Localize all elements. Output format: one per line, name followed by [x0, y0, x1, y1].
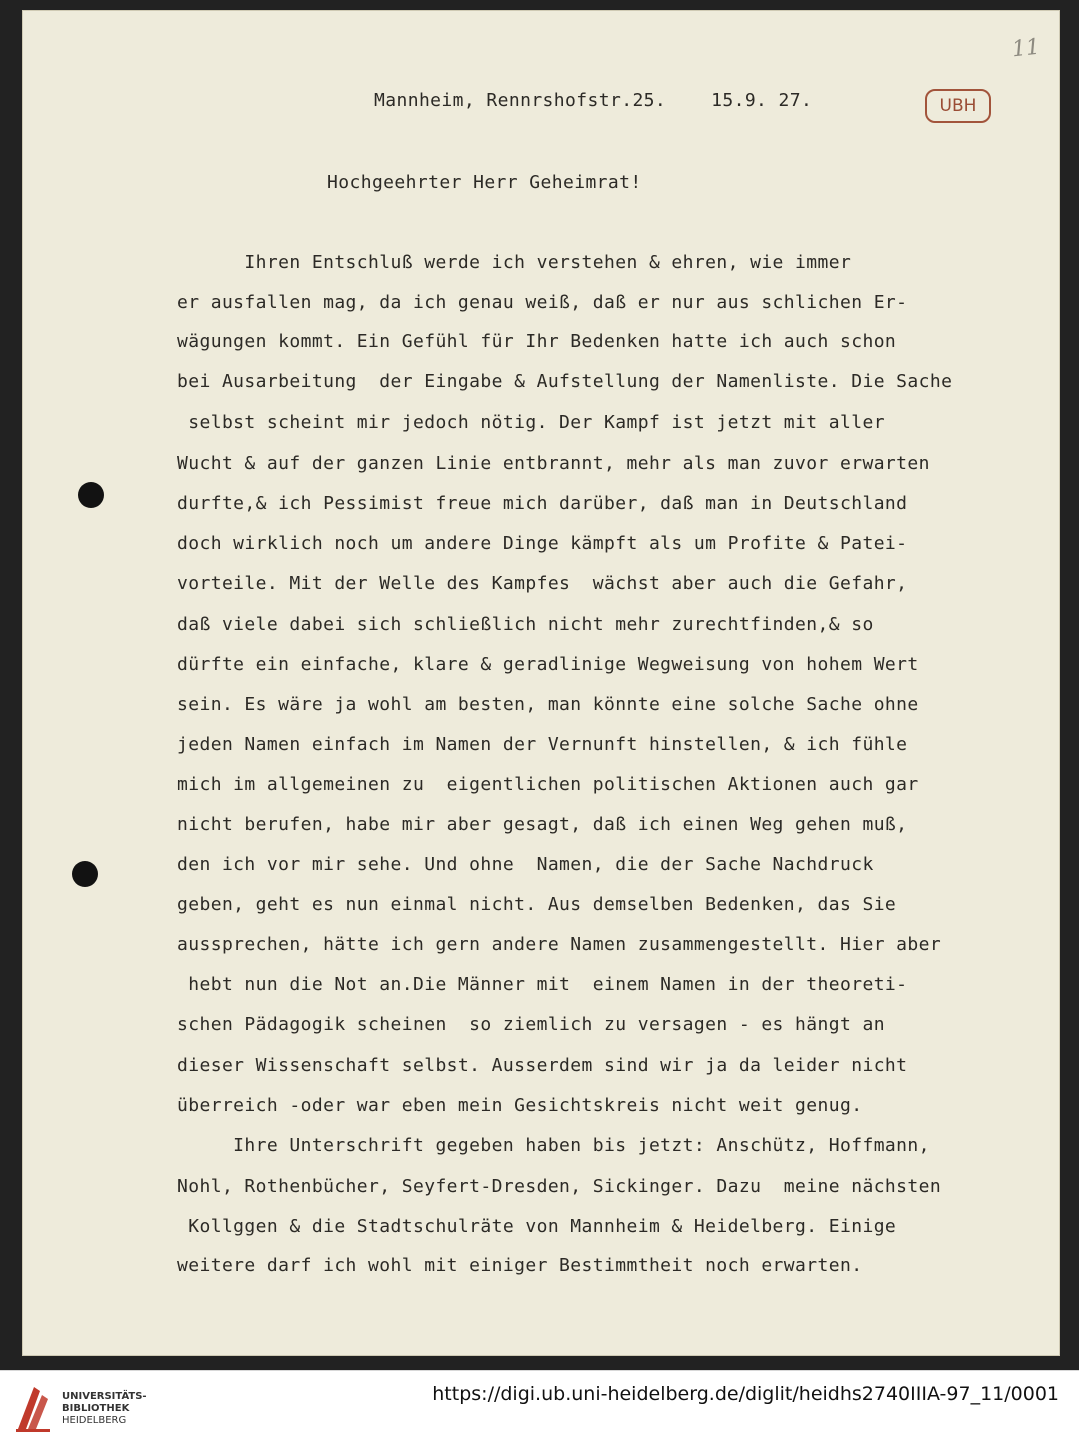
letter-header: Mannheim, Rennrshofstr.25. 15.9. 27.	[374, 90, 813, 111]
letter-line: selbst scheint mir jedoch nötig. Der Kampf ist jetzt mit aller	[177, 412, 885, 433]
letter-line: mich im allgemeinen zu eigentlichen politischen Aktionen auch gar	[177, 774, 919, 795]
pencil-page-number: 11	[1010, 34, 1042, 63]
library-stamp: UBH	[925, 89, 991, 123]
letter-line: wägungen kommt. Ein Gefühl für Ihr Bedenken hatte ich auch schon	[177, 331, 897, 352]
letter-line: er ausfallen mag, da ich genau weiß, daß er nur aus schlichen Er-	[177, 292, 908, 313]
logo-line-2: BIBLIOTHEK	[62, 1403, 130, 1414]
letter-line: hebt nun die Not an.Die Männer mit einem Namen in der theoreti-	[177, 974, 908, 995]
letter-line: bei Ausarbeitung der Eingabe & Aufstellung der Namenliste. Die Sache	[177, 371, 953, 392]
letter-line: Nohl, Rothenbücher, Seyfert-Dresden, Sickinger. Dazu meine nächsten	[177, 1176, 942, 1197]
letter-line: Kollggen & die Stadtschulräte von Mannheim & Heidelberg. Einige	[177, 1216, 897, 1237]
letter-line: den ich vor mir sehe. Und ohne Namen, die der Sache Nachdruck	[177, 854, 874, 875]
letter-line: Wucht & auf der ganzen Linie entbrannt, mehr als man zuvor erwarten	[177, 453, 930, 474]
letter-line: durfte,& ich Pessimist freue mich darüber, daß man in Deutschland	[177, 493, 908, 514]
punch-hole-top	[78, 482, 104, 508]
logo-line-3: HEIDELBERG	[62, 1415, 127, 1426]
document-url-link[interactable]: https://digi.ub.uni-heidelberg.de/diglit/heidhs2740IIIA-97_11/0001	[432, 1383, 1059, 1405]
letter-line: jeden Namen einfach im Namen der Vernunft hinstellen, & ich fühle	[177, 734, 908, 755]
letter-line: überreich -oder war eben mein Gesichtskreis nicht weit genug.	[177, 1095, 863, 1116]
letter-line: Ihre Unterschrift gegeben haben bis jetzt: Anschütz, Hoffmann,	[177, 1135, 930, 1156]
letter-salutation: Hochgeehrter Herr Geheimrat!	[327, 172, 642, 193]
punch-hole-bottom	[72, 861, 98, 887]
viewer-footer	[0, 1370, 1079, 1449]
logo-line-1: UNIVERSITÄTS-	[62, 1391, 147, 1402]
letter-line: daß viele dabei sich schließlich nicht mehr zurechtfinden,& so	[177, 614, 874, 635]
library-logo-text[interactable]	[62, 1391, 147, 1427]
letter-line: doch wirklich noch um andere Dinge kämpft als um Profite & Patei-	[177, 533, 908, 554]
library-logo-icon	[14, 1383, 54, 1433]
letter-line: vorteile. Mit der Welle des Kampfes wächst aber auch die Gefahr,	[177, 573, 908, 594]
letter-line: Ihren Entschluß werde ich verstehen & ehren, wie immer	[177, 252, 852, 273]
letter-page	[22, 10, 1060, 1356]
letter-line: aussprechen, hätte ich gern andere Namen zusammengestellt. Hier aber	[177, 934, 942, 955]
letter-line: nicht berufen, habe mir aber gesagt, daß ich einen Weg gehen muß,	[177, 814, 908, 835]
letter-line: dürfte ein einfache, klare & geradlinige Wegweisung von hohem Wert	[177, 654, 919, 675]
letter-line: schen Pädagogik scheinen so ziemlich zu versagen - es hängt an	[177, 1014, 885, 1035]
letter-line: dieser Wissenschaft selbst. Ausserdem sind wir ja da leider nicht	[177, 1055, 908, 1076]
letter-line: geben, geht es nun einmal nicht. Aus demselben Bedenken, das Sie	[177, 894, 897, 915]
letter-line: weitere darf ich wohl mit einiger Bestimmtheit noch erwarten.	[177, 1255, 863, 1276]
letter-line: sein. Es wäre ja wohl am besten, man könnte eine solche Sache ohne	[177, 694, 919, 715]
